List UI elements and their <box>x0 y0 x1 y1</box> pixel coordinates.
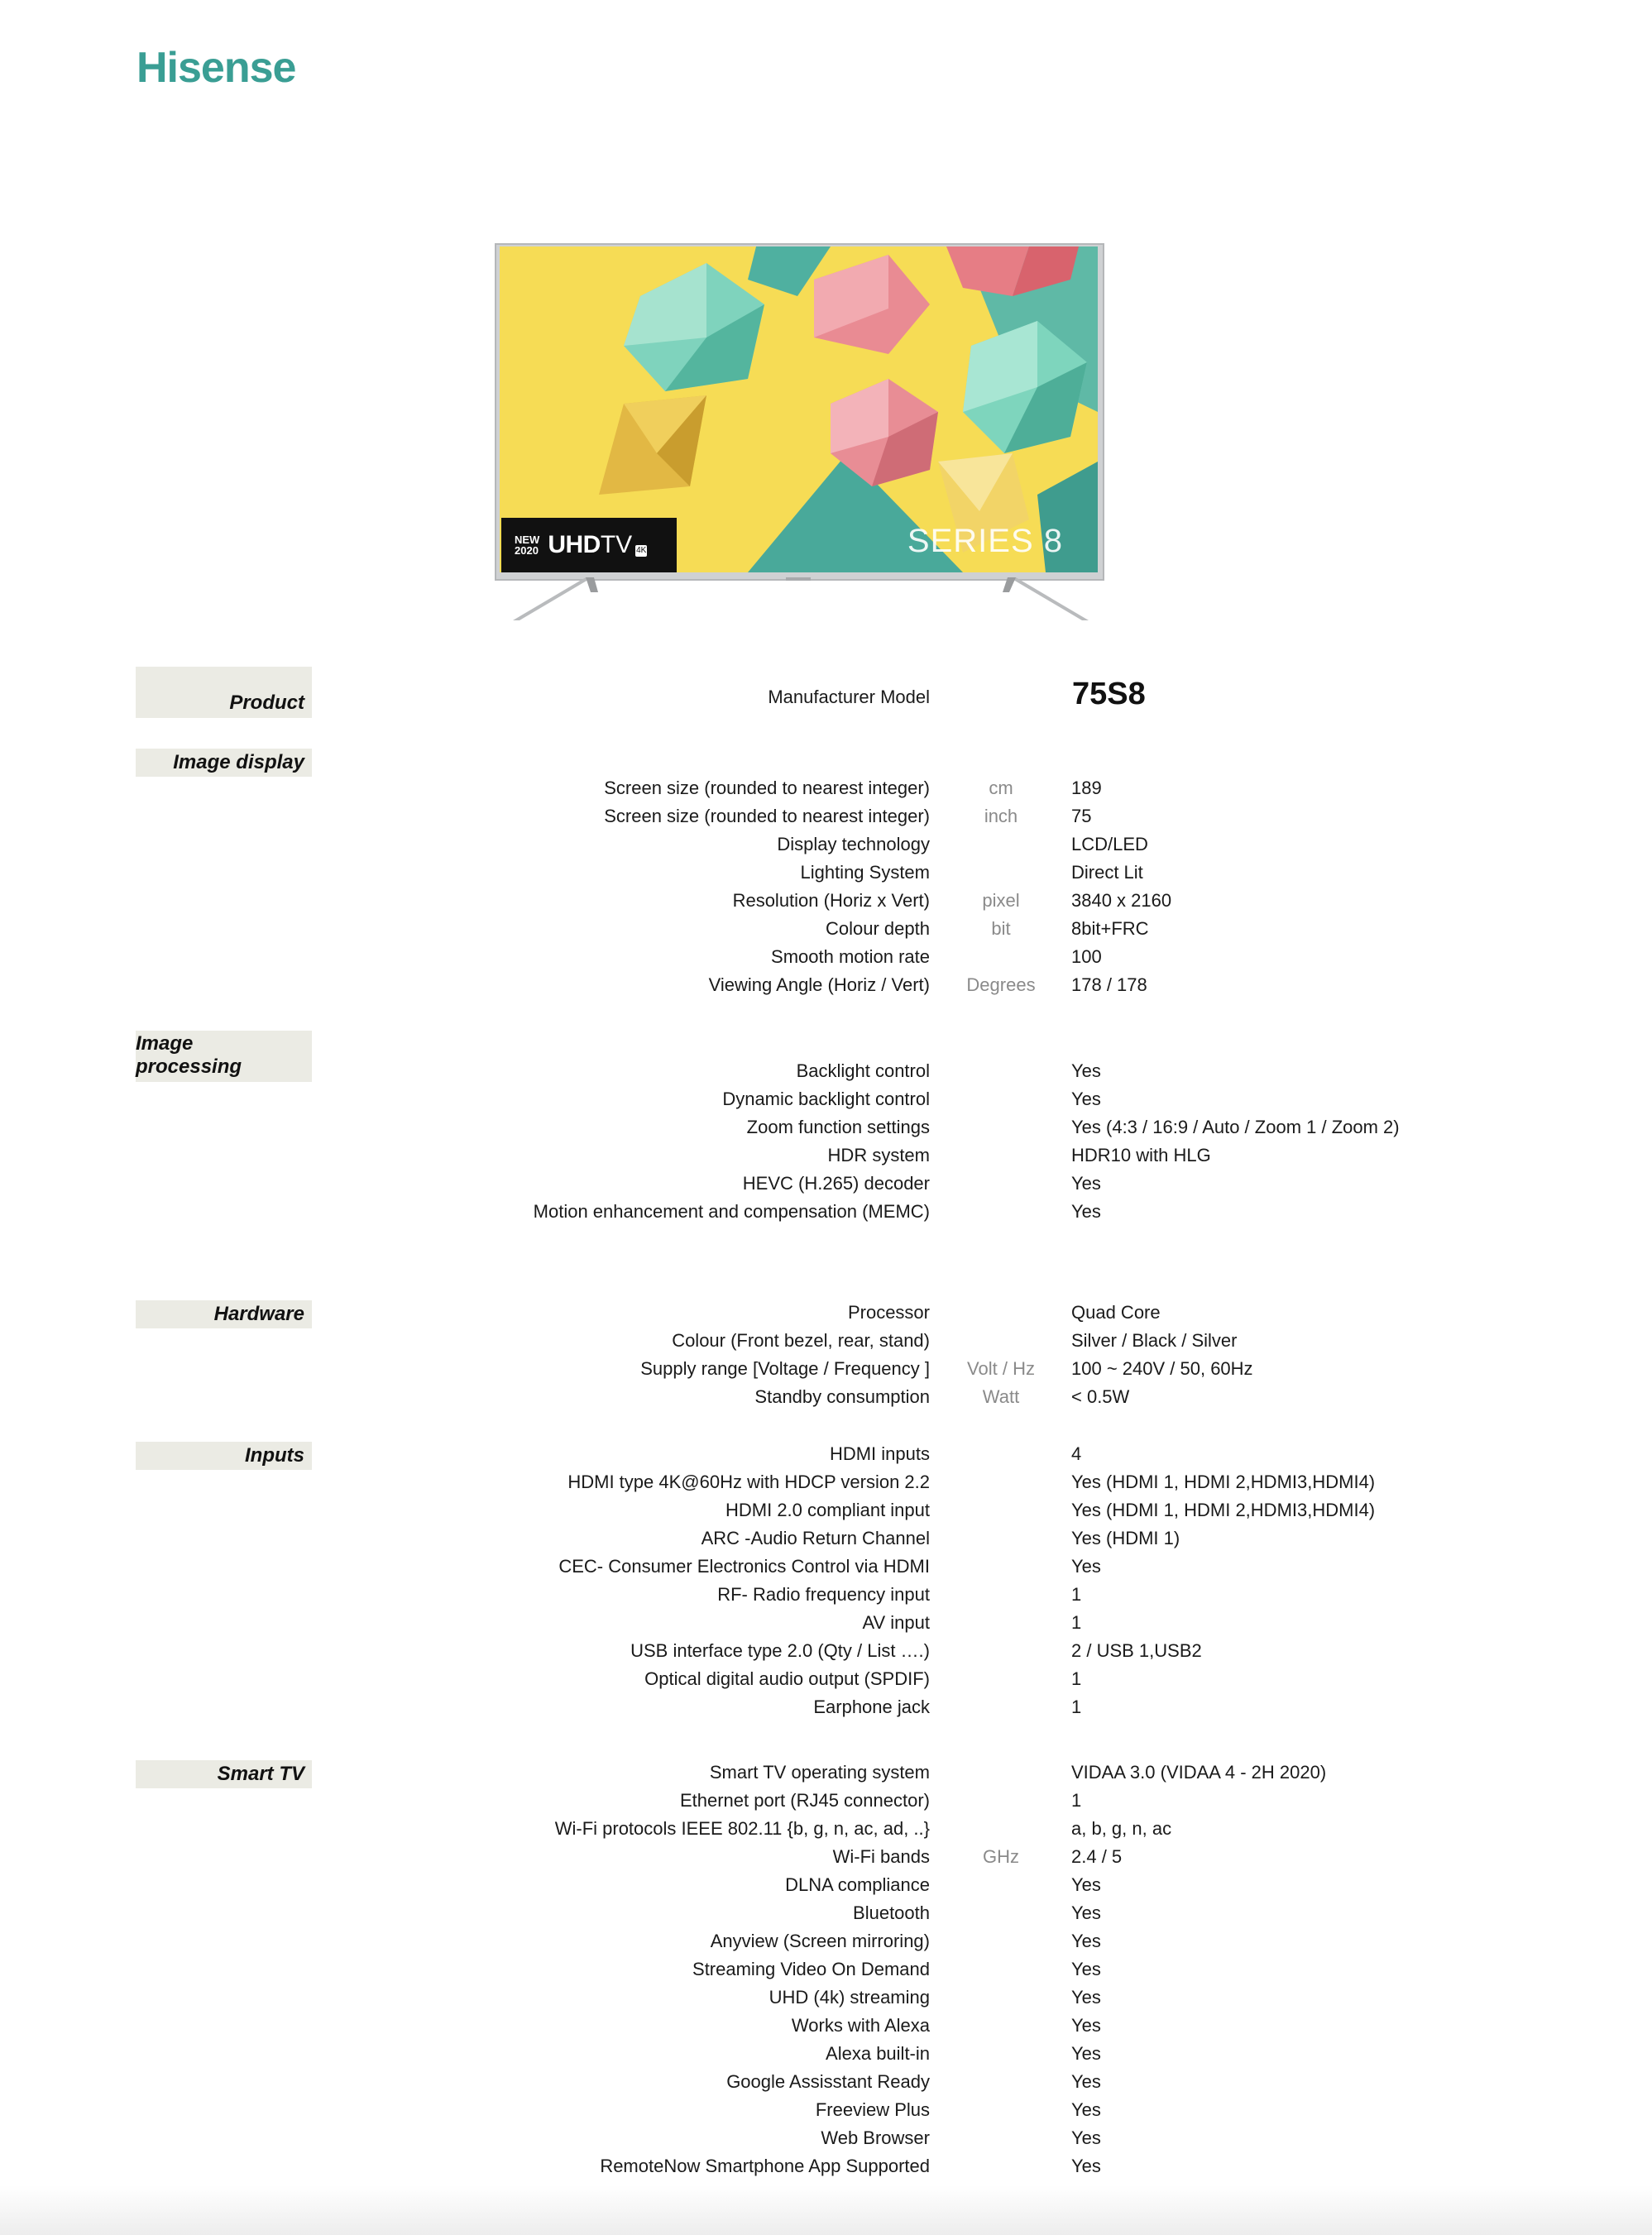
spec-value: 189 <box>1071 778 1102 798</box>
spec-row <box>0 1117 1652 1145</box>
spec-row <box>0 918 1652 946</box>
spec-value: 2.4 / 5 <box>1071 1846 1123 1867</box>
series-text: SERIES 8 <box>907 523 1063 559</box>
spec-row <box>0 806 1652 834</box>
spec-value: Yes (HDMI 1, HDMI 2,HDMI3,HDMI4) <box>1071 1500 1376 1520</box>
spec-value: Yes <box>1071 2071 1101 2092</box>
spec-label: Earphone jack <box>813 1697 930 1717</box>
spec-value: Yes <box>1071 1902 1101 1923</box>
spec-label: Motion enhancement and compensation (MEMC) <box>533 1201 930 1222</box>
spec-value: Yes <box>1071 2156 1101 2176</box>
spec-row <box>0 946 1652 974</box>
spec-label: Viewing Angle (Horiz / Vert) <box>708 974 930 995</box>
spec-unit: Degrees <box>966 974 1036 995</box>
spec-row <box>0 2127 1652 2156</box>
spec-row <box>0 1358 1652 1386</box>
spec-row <box>0 1302 1652 1330</box>
spec-row <box>0 1201 1652 1229</box>
spec-row <box>0 1060 1652 1089</box>
spec-value: a, b, g, n, ac <box>1071 1818 1172 1839</box>
spec-value: Yes <box>1071 1987 1101 2008</box>
spec-row <box>0 1472 1652 1500</box>
spec-row <box>0 834 1652 862</box>
badge-uhd-text: UHD <box>548 531 601 558</box>
spec-label: HDR system <box>827 1145 930 1165</box>
tv-product-image <box>495 243 1104 625</box>
spec-value: 2 / USB 1,USB2 <box>1071 1640 1202 1661</box>
spec-value: < 0.5W <box>1071 1386 1130 1407</box>
spec-row <box>0 1697 1652 1725</box>
spec-label: Wi-Fi protocols IEEE 802.11 {b, g, n, ac, ad, ..} <box>554 1818 930 1839</box>
spec-row <box>0 974 1652 1003</box>
spec-value: Yes <box>1071 1959 1101 1979</box>
spec-label: Freeview Plus <box>815 2099 930 2120</box>
spec-label: RemoteNow Smartphone App Supported <box>600 2156 930 2176</box>
spec-value: 4 <box>1071 1443 1082 1464</box>
category-product: Product <box>136 667 312 718</box>
spec-value: 100 <box>1071 946 1102 967</box>
spec-row <box>0 1386 1652 1414</box>
spec-value: 178 / 178 <box>1071 974 1147 995</box>
badge-year-text: 2020 <box>515 544 539 557</box>
spec-value: Yes <box>1071 1173 1101 1194</box>
spec-row <box>0 1584 1652 1612</box>
spec-label: Lighting System <box>800 862 930 883</box>
spec-row <box>0 1790 1652 1818</box>
spec-row <box>0 778 1652 806</box>
spec-label: Backlight control <box>796 1060 930 1081</box>
category-smart-tv: Smart TV <box>136 1760 312 1788</box>
spec-value: Direct Lit <box>1071 862 1143 883</box>
spec-value: 75 <box>1071 806 1092 826</box>
spec-value: Yes <box>1071 1060 1101 1081</box>
spec-unit: bit <box>991 918 1011 939</box>
spec-label: Web Browser <box>821 2127 930 2148</box>
spec-unit: GHz <box>983 1846 1019 1867</box>
spec-value: LCD/LED <box>1071 834 1148 854</box>
spec-label: HDMI inputs <box>829 1443 930 1464</box>
spec-value: Yes <box>1071 2099 1101 2120</box>
spec-row <box>0 890 1652 918</box>
spec-label: Dynamic backlight control <box>722 1089 930 1109</box>
spec-label: Manufacturer Model <box>768 687 930 707</box>
spec-row <box>0 1762 1652 1790</box>
badge-4k-icon: 4K <box>636 546 647 555</box>
spec-row <box>0 1902 1652 1931</box>
spec-value: Yes (4:3 / 16:9 / Auto / Zoom 1 / Zoom 2) <box>1071 1117 1400 1137</box>
spec-row <box>0 862 1652 890</box>
spec-value: HDR10 with HLG <box>1071 1145 1211 1165</box>
spec-label: HEVC (H.265) decoder <box>742 1173 930 1194</box>
spec-label: Screen size (rounded to nearest integer) <box>604 806 930 826</box>
spec-row <box>0 2071 1652 2099</box>
spec-label: Standby consumption <box>754 1386 930 1407</box>
spec-row <box>0 1931 1652 1959</box>
spec-value: Silver / Black / Silver <box>1071 1330 1238 1351</box>
spec-row <box>0 1556 1652 1584</box>
spec-value: Yes <box>1071 1874 1101 1895</box>
spec-label: Wi-Fi bands <box>832 1846 930 1867</box>
spec-row <box>0 1145 1652 1173</box>
spec-label: HDMI type 4K@60Hz with HDCP version 2.2 <box>567 1472 930 1492</box>
category-hardware: Hardware <box>136 1300 312 1328</box>
spec-row <box>0 1528 1652 1556</box>
spec-label: Zoom function settings <box>746 1117 930 1137</box>
spec-label: AV input <box>862 1612 930 1633</box>
spec-label: Anyview (Screen mirroring) <box>710 1931 930 1951</box>
category-inputs: Inputs <box>136 1442 312 1470</box>
spec-label: Alexa built-in <box>826 2043 930 2064</box>
spec-row <box>0 1818 1652 1846</box>
spec-row <box>0 1089 1652 1117</box>
spec-value: 100 ~ 240V / 50, 60Hz <box>1071 1358 1253 1379</box>
spec-row <box>0 1443 1652 1472</box>
spec-value: 1 <box>1071 1668 1082 1689</box>
spec-value: Yes <box>1071 2043 1101 2064</box>
spec-row <box>0 2099 1652 2127</box>
spec-label: UHD (4k) streaming <box>769 1987 930 2008</box>
badge-new-text: NEW <box>515 534 540 546</box>
spec-unit: pixel <box>982 890 1020 911</box>
spec-value: Yes <box>1071 1201 1101 1222</box>
spec-label: Smart TV operating system <box>709 1762 930 1783</box>
spec-label: Smooth motion rate <box>771 946 930 967</box>
spec-label: HDMI 2.0 compliant input <box>725 1500 930 1520</box>
category-image-display: Image display <box>136 749 312 777</box>
spec-value: Yes <box>1071 1556 1101 1577</box>
spec-label: Processor <box>847 1302 930 1323</box>
spec-unit: Watt <box>982 1386 1020 1407</box>
spec-label: Optical digital audio output (SPDIF) <box>644 1668 930 1689</box>
uhd-tv-badge <box>501 518 677 572</box>
spec-unit: inch <box>984 806 1018 826</box>
spec-row <box>0 1500 1652 1528</box>
spec-value: Quad Core <box>1071 1302 1161 1323</box>
spec-value: Yes <box>1071 2015 1101 2036</box>
spec-value: 1 <box>1071 1790 1082 1811</box>
spec-value: Yes <box>1071 2127 1101 2148</box>
spec-unit: Volt / Hz <box>967 1358 1035 1379</box>
spec-label: Colour (Front bezel, rear, stand) <box>672 1330 930 1351</box>
spec-row <box>0 1330 1652 1358</box>
page-bottom-shadow <box>0 2185 1652 2235</box>
tv-stand-legs <box>495 577 1104 627</box>
spec-row <box>0 2043 1652 2071</box>
spec-row <box>0 1668 1652 1697</box>
spec-value: 8bit+FRC <box>1071 918 1149 939</box>
spec-value: VIDAA 3.0 (VIDAA 4 - 2H 2020) <box>1071 1762 1327 1783</box>
spec-row <box>0 687 1652 715</box>
spec-label: Screen size (rounded to nearest integer) <box>604 778 930 798</box>
spec-label: Colour depth <box>826 918 930 939</box>
spec-label: ARC -Audio Return Channel <box>701 1528 930 1548</box>
spec-label: Works with Alexa <box>791 2015 930 2036</box>
spec-value: 1 <box>1071 1697 1082 1717</box>
category-image-processing: Image processing <box>136 1031 312 1082</box>
spec-row <box>0 1846 1652 1874</box>
spec-value: Yes <box>1071 1089 1101 1109</box>
badge-tv-text: TV <box>600 531 633 558</box>
spec-label: DLNA compliance <box>785 1874 930 1895</box>
spec-label: RF- Radio frequency input <box>717 1584 930 1605</box>
spec-value: Yes (HDMI 1) <box>1071 1528 1180 1548</box>
spec-value: Yes (HDMI 1, HDMI 2,HDMI3,HDMI4) <box>1071 1472 1376 1492</box>
spec-row <box>0 2015 1652 2043</box>
spec-label: Resolution (Horiz x Vert) <box>732 890 930 911</box>
spec-value: 1 <box>1071 1584 1082 1605</box>
spec-label: Google Assisstant Ready <box>726 2071 930 2092</box>
spec-row <box>0 1173 1652 1201</box>
spec-row <box>0 2156 1652 2184</box>
spec-label: CEC- Consumer Electronics Control via HDMI <box>558 1556 930 1577</box>
spec-row <box>0 1874 1652 1902</box>
model-number: 75S8 <box>1072 677 1146 711</box>
spec-row <box>0 1959 1652 1987</box>
spec-label: Streaming Video On Demand <box>692 1959 930 1979</box>
spec-label: Bluetooth <box>853 1902 930 1923</box>
spec-row <box>0 1987 1652 2015</box>
spec-value: 1 <box>1071 1612 1082 1633</box>
spec-label: Display technology <box>777 834 930 854</box>
spec-label: Ethernet port (RJ45 connector) <box>679 1790 930 1811</box>
spec-label: Supply range [Voltage / Frequency ] <box>640 1358 930 1379</box>
spec-value: Yes <box>1071 1931 1101 1951</box>
spec-row <box>0 1640 1652 1668</box>
hisense-logo: Hisense <box>136 44 296 92</box>
spec-unit: cm <box>989 778 1013 798</box>
spec-value: 3840 x 2160 <box>1071 890 1172 911</box>
spec-row <box>0 1612 1652 1640</box>
spec-label: USB interface type 2.0 (Qty / List ….) <box>630 1640 930 1661</box>
